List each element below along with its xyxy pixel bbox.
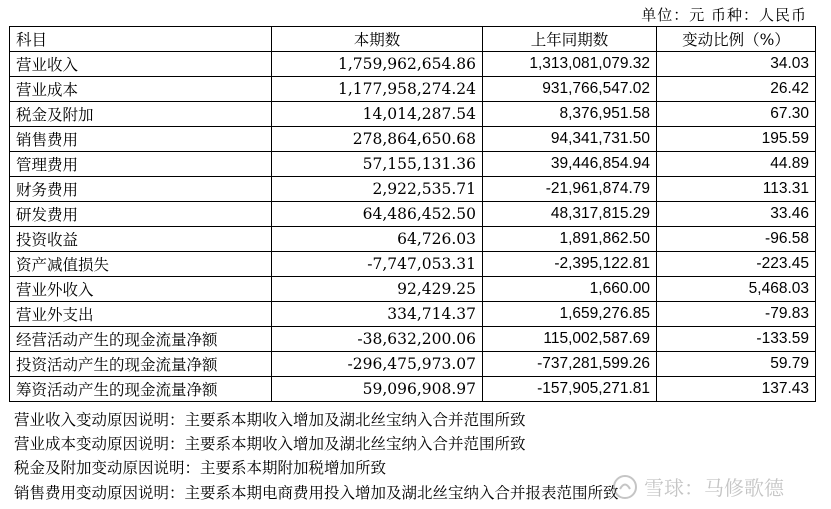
row-label: 营业外收入 bbox=[10, 277, 272, 302]
table-row bbox=[10, 127, 816, 152]
note-line: 营业成本变动原因说明：主要系本期收入增加及湖北丝宝纳入合并范围所致 bbox=[14, 435, 526, 454]
change-ratio: -96.58 bbox=[657, 227, 816, 252]
row-label: 财务费用 bbox=[10, 177, 272, 202]
change-ratio: 195.59 bbox=[657, 127, 816, 152]
table-row bbox=[10, 252, 816, 277]
change-ratio: 59.79 bbox=[657, 352, 816, 377]
row-label: 研发费用 bbox=[10, 202, 272, 227]
change-ratio: 44.89 bbox=[657, 152, 816, 177]
change-ratio: 34.03 bbox=[657, 52, 816, 77]
row-label: 管理费用 bbox=[10, 152, 272, 177]
column-header-change: 变动比例（%） bbox=[657, 27, 816, 52]
change-ratio: 33.46 bbox=[657, 202, 816, 227]
row-label: 销售费用 bbox=[10, 127, 272, 152]
table-row bbox=[10, 202, 816, 227]
watermark bbox=[612, 472, 784, 501]
change-ratio: -79.83 bbox=[657, 302, 816, 327]
table-row bbox=[10, 52, 816, 77]
current-value: 59,096,908.97 bbox=[272, 377, 483, 402]
row-label: 筹资活动产生的现金流量净额 bbox=[10, 377, 272, 402]
note-line: 税金及附加变动原因说明：主要系本期附加税增加所致 bbox=[14, 459, 387, 478]
prior-value: 94,341,731.50 bbox=[483, 127, 657, 152]
change-ratio: 113.31 bbox=[657, 177, 816, 202]
row-label: 投资收益 bbox=[10, 227, 272, 252]
prior-value: 1,659,276.85 bbox=[483, 302, 657, 327]
financial-table bbox=[9, 26, 816, 402]
table-row bbox=[10, 277, 816, 302]
current-value: 64,486,452.50 bbox=[272, 202, 483, 227]
table-header-row bbox=[10, 27, 816, 52]
current-value: 2,922,535.71 bbox=[272, 177, 483, 202]
table-row bbox=[10, 377, 816, 402]
prior-value: -737,281,599.26 bbox=[483, 352, 657, 377]
column-header-prior: 上年同期数 bbox=[483, 27, 657, 52]
row-label: 经营活动产生的现金流量净额 bbox=[10, 327, 272, 352]
change-ratio: 67.30 bbox=[657, 102, 816, 127]
prior-value: 931,766,547.02 bbox=[483, 77, 657, 102]
table-row bbox=[10, 327, 816, 352]
snowball-logo-icon bbox=[612, 474, 638, 500]
row-label: 资产减值损失 bbox=[10, 252, 272, 277]
row-label: 营业外支出 bbox=[10, 302, 272, 327]
note-line: 销售费用变动原因说明：主要系本期电商费用投入增加及湖北丝宝纳入合并报表范围所致 bbox=[14, 483, 619, 502]
change-ratio: 137.43 bbox=[657, 377, 816, 402]
row-label: 营业成本 bbox=[10, 77, 272, 102]
change-ratio: -133.59 bbox=[657, 327, 816, 352]
note-line: 营业收入变动原因说明：主要系本期收入增加及湖北丝宝纳入合并范围所致 bbox=[14, 411, 526, 429]
table-body bbox=[10, 52, 816, 402]
current-value: 14,014,287.54 bbox=[272, 102, 483, 127]
current-value: 278,864,650.68 bbox=[272, 127, 483, 152]
table-row bbox=[10, 77, 816, 102]
row-label: 营业收入 bbox=[10, 52, 272, 77]
row-label: 税金及附加 bbox=[10, 102, 272, 127]
row-label: 投资活动产生的现金流量净额 bbox=[10, 352, 272, 377]
current-value: -38,632,200.06 bbox=[272, 327, 483, 352]
column-header-current: 本期数 bbox=[272, 27, 483, 52]
watermark-text: 雪球：马修歌德 bbox=[644, 476, 784, 500]
current-value: 64,726.03 bbox=[272, 227, 483, 252]
column-header-item: 科目 bbox=[10, 27, 272, 52]
current-value: 1,759,962,654.86 bbox=[272, 52, 483, 77]
prior-value: 8,376,951.58 bbox=[483, 102, 657, 127]
change-ratio: -223.45 bbox=[657, 252, 816, 277]
change-ratio: 26.42 bbox=[657, 77, 816, 102]
table-row bbox=[10, 227, 816, 252]
table-row bbox=[10, 302, 816, 327]
unit-currency-label: 单位：元 币种：人民币 bbox=[641, 6, 807, 24]
current-value: 92,429.25 bbox=[272, 277, 483, 302]
table-row bbox=[10, 177, 816, 202]
prior-value: 39,446,854.94 bbox=[483, 152, 657, 177]
table-row bbox=[10, 102, 816, 127]
prior-value: -2,395,122.81 bbox=[483, 252, 657, 277]
prior-value: 48,317,815.29 bbox=[483, 202, 657, 227]
prior-value: 115,002,587.69 bbox=[483, 327, 657, 352]
table-row bbox=[10, 152, 816, 177]
change-notes bbox=[14, 408, 619, 505]
prior-value: 1,891,862.50 bbox=[483, 227, 657, 252]
change-ratio: 5,468.03 bbox=[657, 277, 816, 302]
current-value: 57,155,131.36 bbox=[272, 152, 483, 177]
current-value: 334,714.37 bbox=[272, 302, 483, 327]
prior-value: -157,905,271.81 bbox=[483, 377, 657, 402]
prior-value: 1,313,081,079.32 bbox=[483, 52, 657, 77]
prior-value: 1,660.00 bbox=[483, 277, 657, 302]
table-row bbox=[10, 352, 816, 377]
current-value: -296,475,973.07 bbox=[272, 352, 483, 377]
current-value: 1,177,958,274.24 bbox=[272, 77, 483, 102]
prior-value: -21,961,874.79 bbox=[483, 177, 657, 202]
current-value: -7,747,053.31 bbox=[272, 252, 483, 277]
